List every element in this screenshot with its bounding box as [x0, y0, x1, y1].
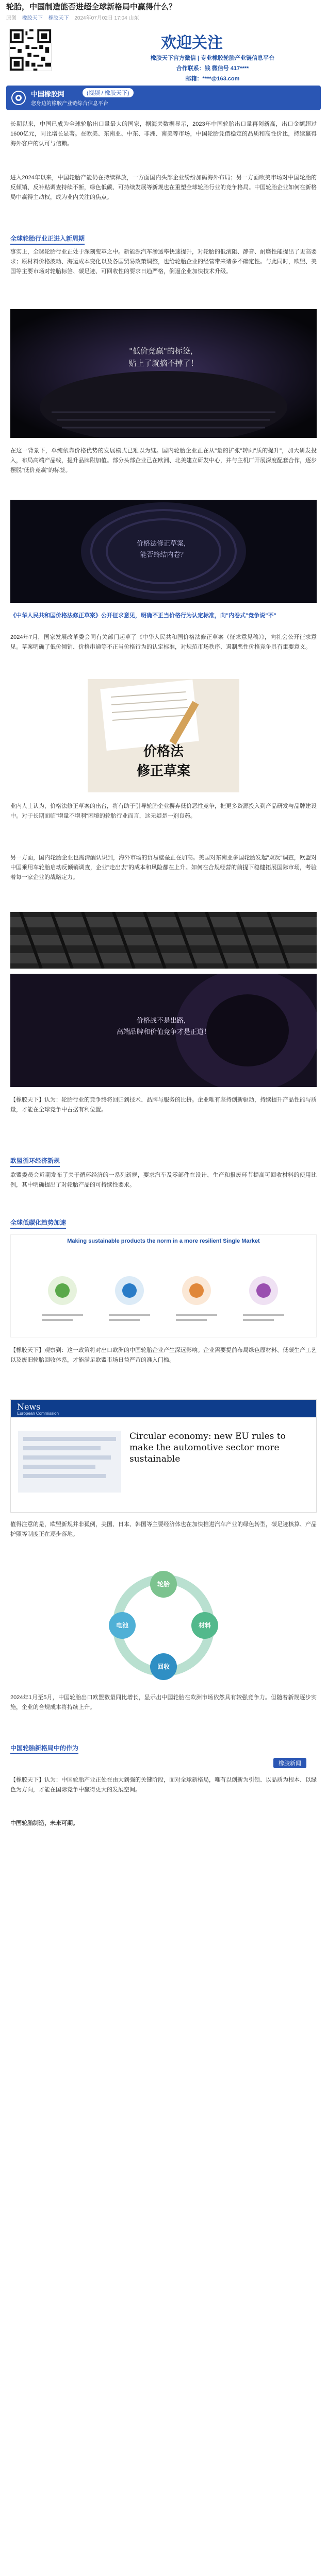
circular-economy-graphic [10, 1566, 317, 1685]
image-2-line-2: 能否终结内卷？ [140, 551, 187, 559]
paragraph-2: 进入2024年以来，中国轮胎产能仍在持续释放，一方面国内头部企业纷纷加码海外布局；另一方面欧美市场对中国轮胎的反倾销、反补贴调查持续不断，绿色低碳、可持续发展等新规也在重塑全球轮胎行业的竞争格局。中国轮胎企业如何在新格局中赢得主动权，成为业内关注的焦点。 [10, 175, 317, 200]
image-3-line-2: 修正草案 [136, 764, 190, 779]
eu-infographic [10, 1234, 317, 1337]
price-law-image [88, 679, 239, 792]
infographic-title: Making sustainable products the norm in a more resilient Single Market [67, 1238, 260, 1244]
image-5-line-2: 高端品牌和价值竞争才是正道！ [116, 1028, 210, 1036]
paragraph-6: 业内人士认为，价格法修正草案的出台，将有助于引导轮胎企业摒弃低价恶性竞争，把更多资源投入到产品研发与品牌建设中。对于长期面临"增量不增利"困境的轮胎行业而言，这无疑是一剂良药。 [10, 803, 317, 819]
account-link[interactable]: 橡胶天下 [48, 15, 69, 21]
paragraph-4: 在这一背景下，单纯依靠价格优势的发展模式已难以为继。国内轮胎企业正在从"量的扩张"转向"质的提升"，加大研发投入，布局高端产品线，提升品牌附加值。部分头部企业已在欧洲、北美建立研发中心，并与主机厂开展深度配套合作，逐步摆脱"低价竞赢"的标签。 [10, 448, 317, 473]
publish-date: 2024年07月02日 17:04 山东 [74, 15, 139, 21]
section-heading-4: 中国轮胎新格局中的作为 [10, 1743, 78, 1754]
section-heading-3: 全球低碳化趋势加速 [10, 1218, 66, 1229]
circle-label-4: 回收 [157, 1663, 170, 1670]
tire-image-1 [10, 309, 317, 438]
paragraph-3: 事实上，全球轮胎行业正处于深刻变革之中。新能源汽车渗透率快速提升，对轮胎的低滚阻、静音、耐磨性能提出了更高要求；原材料价格波动、海运成本变化以及各国贸易政策调整，也给轮胎企业的经营带来诸多不确定性。与此同时，欧盟、美国等主要市场对轮胎标签、碳足迹、可回收性的要求日趋严格，倒逼企业加快技术升级。 [10, 249, 317, 275]
article-title: 轮胎，中国制造能否进超全球新格局中赢得什么？ [6, 3, 177, 11]
tire-image-2 [10, 500, 317, 603]
news-thumbnail [18, 1431, 121, 1493]
qr-code-icon [9, 29, 52, 71]
image-3-line-1: 价格法 [143, 744, 184, 759]
welcome-contact: 合作联系：钱 微信号 417**** [176, 65, 249, 72]
news-headline: Circular economy: new EU rules to make the automotive sector more sustainable [129, 1431, 286, 1464]
paragraph-1: 长期以来，中国已成为全球轮胎出口量最大的国家，据海关数据显示，2023年中国轮胎出口量再创新高，出口金额超过1600亿元，同比增长显著。在欧美、东南亚、中东、非洲、南美等市场，中国轮胎凭借稳定的品质和高性价比，持续赢得海外客户的认可与信赖。 [10, 121, 317, 147]
paragraph-5: 2024年7月，国家发展改革委会同有关部门起草了《中华人民共和国价格法修正草案（征求意见稿）》，向社会公开征求意见。草案明确了低价倾销、价格串通等不正当价格行为的认定标准，对规范市场秩序、遏制恶性价格竞争具有重要意义。 [10, 634, 317, 650]
account-logo-icon [11, 91, 26, 105]
banner-pill: (视频 / 橡胶天下) [83, 88, 134, 97]
welcome-title: 欢迎关注 [161, 35, 223, 52]
tire-tread-image [10, 912, 317, 969]
image-1-line-1: "低价竞赢"的标签， [129, 346, 198, 355]
paragraph-9: 欧盟委员会近期发布了关于循环经济的一系列新规，要求汽车及零部件在设计、生产和报废环节提高可回收材料的使用比例，其中明确提出了对轮胎产品的可持续性要求。 [10, 1172, 317, 1188]
paragraph-7: 另一方面，国内轮胎企业也需清醒认识到，海外市场的贸易壁垒正在加高。美国对东南亚多国轮胎发起"双反"调查，欧盟对中国乘用车轮胎启动反倾销调查，企业"走出去"的成本和风险都在上升。如何在合规经营的前提下稳健拓展国际市场，考验着每一家企业的战略定力。 [10, 855, 317, 880]
account-banner[interactable] [6, 86, 321, 110]
banner-subtitle: 您身边的橡胶产业链综合信息平台 [31, 101, 108, 107]
paragraph-12: 2024年1月至5月，中国轮胎出口欧盟数量同比增长，显示出中国轮胎在欧洲市场依然具有较强竞争力。但随着新规逐步实施，企业的合规成本将持续上升。 [10, 1694, 317, 1710]
circle-label-2: 电池 [116, 1622, 128, 1629]
news-site-name: News [17, 1402, 41, 1412]
section-heading-1: 全球轮胎行业正进入新周期 [10, 234, 85, 245]
image-2-line-1: 价格法修正草案， [136, 540, 190, 548]
eu-news-screenshot [10, 1399, 317, 1513]
welcome-email: 邮箱：****@163.com [185, 76, 240, 82]
news-site-sub: European Commission [17, 1411, 59, 1416]
welcome-subtitle: 橡胶天下官方微信 | 专业橡胶轮胎产业链信息平台 [150, 55, 275, 61]
tire-image-3 [10, 974, 317, 1087]
paragraph-8: 【橡胶天下】认为：轮胎行业的竞争终将回归到技术、品牌与服务的比拼。企业唯有坚持创新驱动，持续提升产品性能与质量，才能在全球竞争中占据有利位置。 [10, 1097, 317, 1113]
news-tag[interactable]: 橡胶新闻 [273, 1758, 306, 1768]
paragraph-11: 值得注意的是，欧盟新规并非孤例，美国、日本、韩国等主要经济体也在加快推进汽车产业的绿色转型，碳足迹核算、产品护照等制度正在逐步落地。 [10, 1521, 317, 1537]
circle-label-1: 轮胎 [157, 1581, 170, 1588]
paragraph-14: 中国轮胎制造，未来可期。 [10, 1820, 78, 1826]
welcome-card [6, 25, 321, 112]
paragraph-10: 【橡胶天下】观察到：这一政策将对出口欧洲的中国轮胎企业产生深远影响。企业需要提前布局绿色原材料、低碳生产工艺以及废旧轮胎回收体系，才能满足欧盟市场日益严苛的准入门槛。 [10, 1347, 317, 1363]
image-1-line-2: 贴上了就摘不掉了！ [128, 359, 199, 368]
banner-name: 中国橡胶网 [31, 90, 65, 98]
section-heading-2: 欧盟循环经济新规 [10, 1156, 60, 1167]
image-5-line-1: 价格战不是出路， [136, 1017, 190, 1025]
paragraph-13: 【橡胶天下】认为：中国轮胎产业正处在由大到强的关键阶段，面对全球新格局，唯有以创新为引领、以品质为根本、以绿色为方向，才能在国际竞争中赢得更大的发展空间。 [10, 1777, 317, 1793]
circle-label-3: 材料 [198, 1622, 211, 1629]
author-link[interactable]: 橡胶天下 [22, 15, 43, 21]
original-tag: 原创 [6, 15, 17, 21]
caption-1: 《中华人民共和国价格法修正草案》公开征求意见，明确不正当价格行为认定标准，向"内卷式"竞争说"不" [10, 613, 276, 619]
article-meta [6, 13, 139, 21]
